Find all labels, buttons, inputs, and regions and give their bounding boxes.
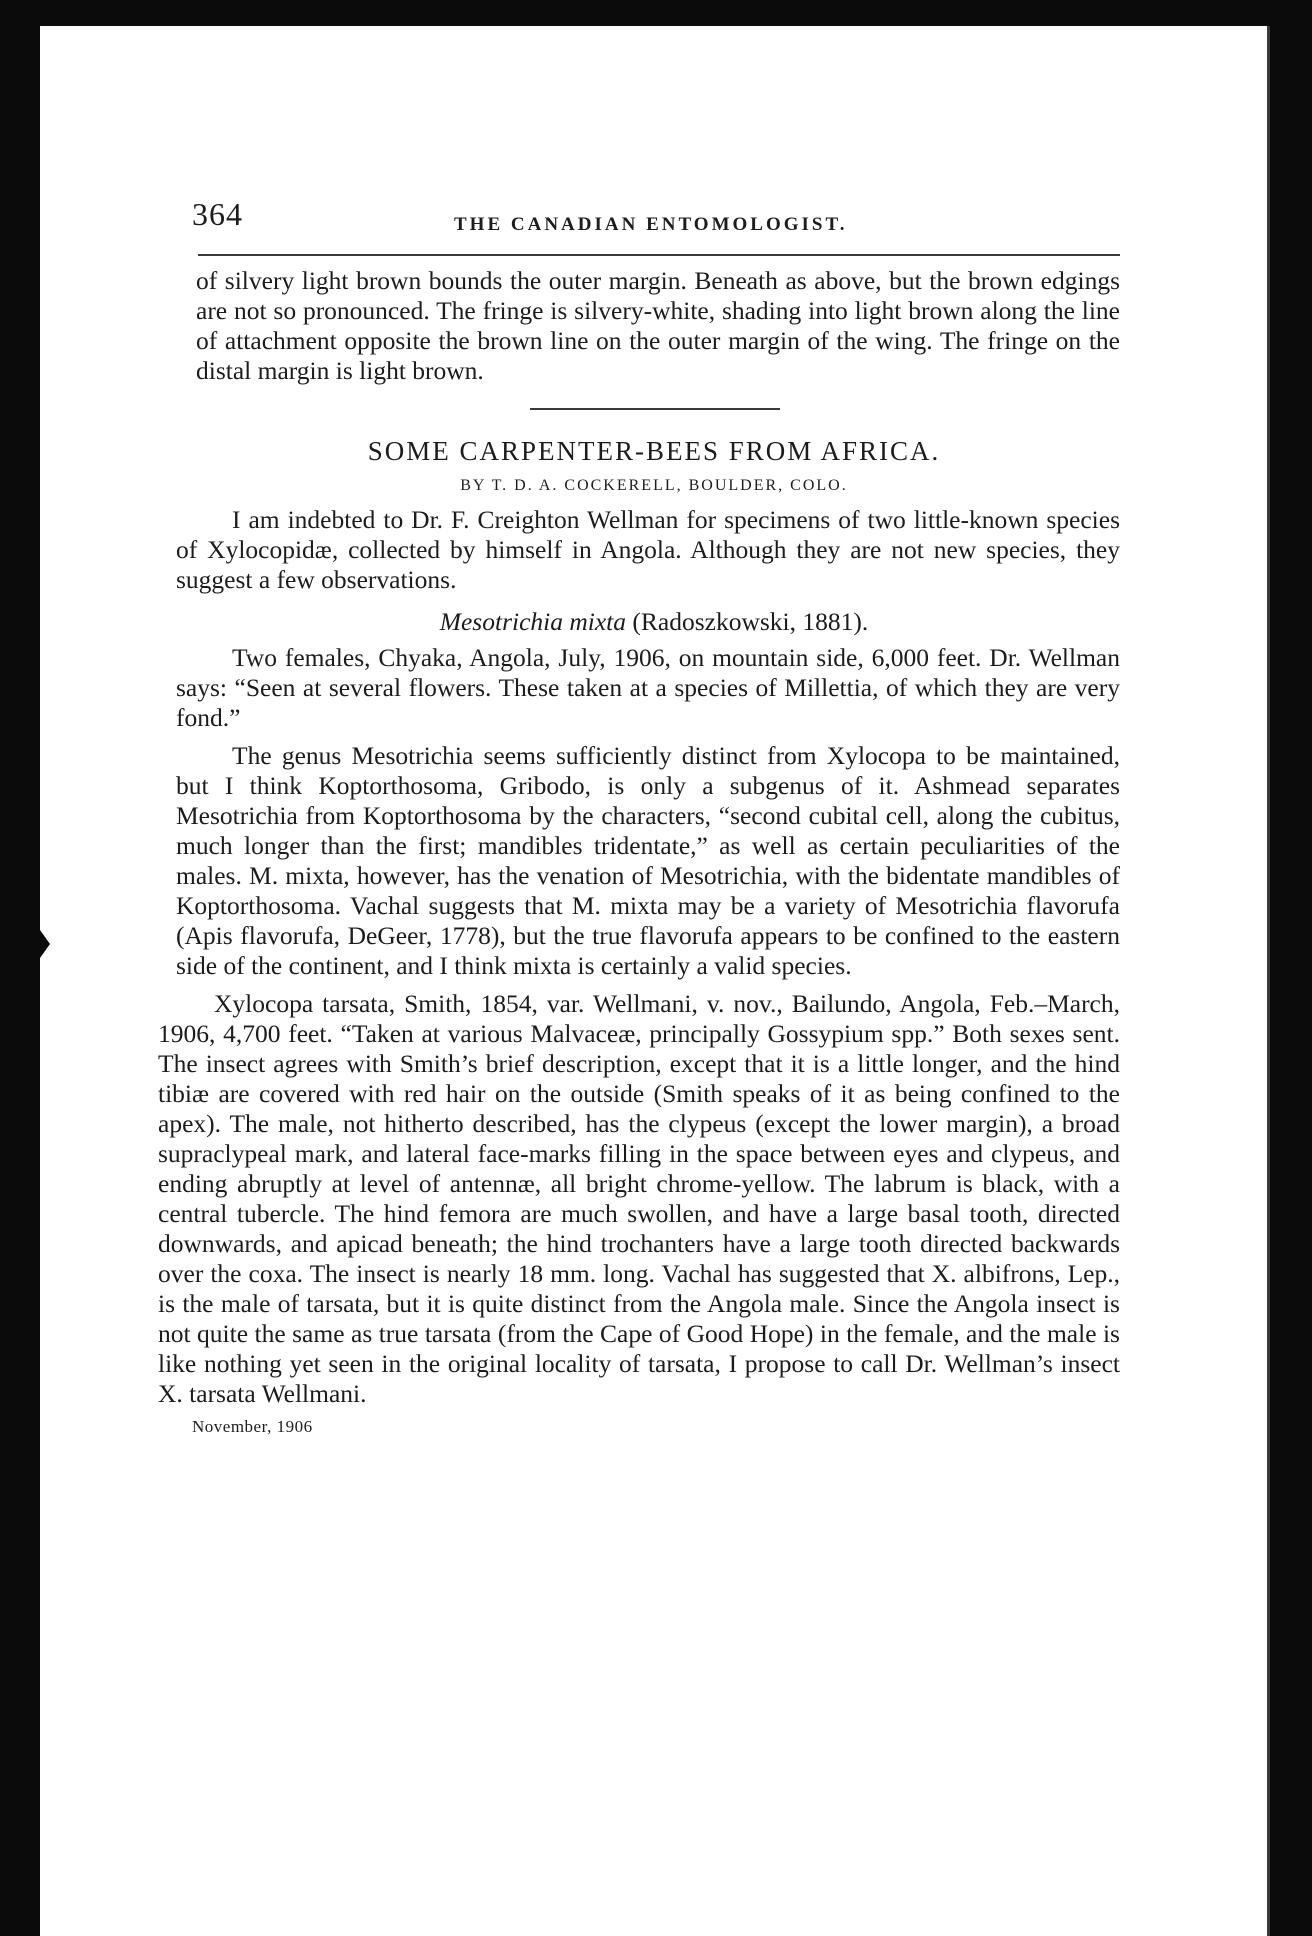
species-heading [188,607,1120,637]
scan-right-border [1270,0,1312,1936]
species-authority: (Radoszkowski, 1881). [626,607,869,636]
scan-top-border [0,0,1312,26]
tarsata-paragraph: Xylocopa tarsata, Smith, 1854, var. Wellmani, v. nov., Bailundo, Angola, Feb.–March, 1906, 4,700 feet. “Taken at various Malvaceæ, principally Gossypium spp.” Both sexes sent. The insect agrees with Smith’s brief description, except that it is a little longer, and the hind tibiæ are covered with red hair on the outside (Smith speaks of it as being confined to the apex). The male, not hitherto described, has the clypeus (except the lower margin), a broad supraclypeal mark, and lateral face-marks filling in the space between eyes and clypeus, and ending abruptly at level of antennæ, all bright chrome-yellow. The labrum is black, with a central tubercle. The hind femora are much swollen, and have a large basal tooth, directed downwards, and apicad beneath; the hind trochanters have a large tooth directed backwards over the coxa. The insect is nearly 18 mm. long. Vachal has suggested that X. albifrons, Lep., is the male of tarsata, but it is quite distinct from the Angola male. Since the Angola insect is not quite the same as true tarsata (from the Cape of Good Hope) in the female, and the male is like nothing yet seen in the original locality of tarsata, I propose to call Dr. Wellman’s insect X. tarsata Wellmani. [158,989,1120,1408]
page-number: 364 [192,196,243,232]
specimens-paragraph: Two females, Chyaka, Angola, July, 1906, on mountain side, 6,000 feet. Dr. Wellman says: “Seen at several flowers. These taken at a species of Millettia, of which they are very fond.” [176,643,1120,732]
article-title: SOME CARPENTER-BEES FROM AFRICA. [367,436,941,466]
header-rule [198,254,1120,256]
issue-dateline: November, 1906 [192,1417,313,1436]
article-byline: BY T. D. A. COCKERELL, BOULDER, COLO. [460,477,848,494]
section-divider [530,408,780,410]
intro-paragraph: I am indebted to Dr. F. Creighton Wellman for specimens of two little-known species of Xylocopidæ, collected by himself in Angola. Although they are not new species, they suggest a few observations. [176,505,1120,594]
journal-title: THE CANADIAN ENTOMOLOGIST. [454,214,848,235]
scan-left-notch [40,930,50,958]
species-name: Mesotrichia mixta [439,607,627,636]
continued-paragraph: of silvery light brown bounds the outer margin. Beneath as above, but the brown edgings are not so pronounced. The fringe is silvery-white, shading into light brown along the line of attachment opposite the brown line on the outer margin of the wing. The fringe on the distal margin is light brown. [196,266,1120,385]
genus-paragraph: The genus Mesotrichia seems sufficiently distinct from Xylocopa to be maintained, but I think Koptorthosoma, Gribodo, is only a subgenus of it. Ashmead separates Mesotrichia from Koptorthosoma by the characters, “second cubital cell, along the cubitus, much longer than the first; mandibles tridentate,” as well as certain peculiarities of the males. M. mixta, however, has the venation of Mesotrichia, with the bidentate mandibles of Koptorthosoma. Vachal suggests that M. mixta may be a variety of Mesotrichia flavorufa (Apis flavorufa, DeGeer, 1778), but the true flavorufa appears to be confined to the eastern side of the continent, and I think mixta is certainly a valid species. [176,741,1120,980]
scan-left-border [0,0,40,1936]
page-right-edge [1267,26,1270,1936]
document-page [158,196,1120,1437]
running-head [158,196,1120,244]
